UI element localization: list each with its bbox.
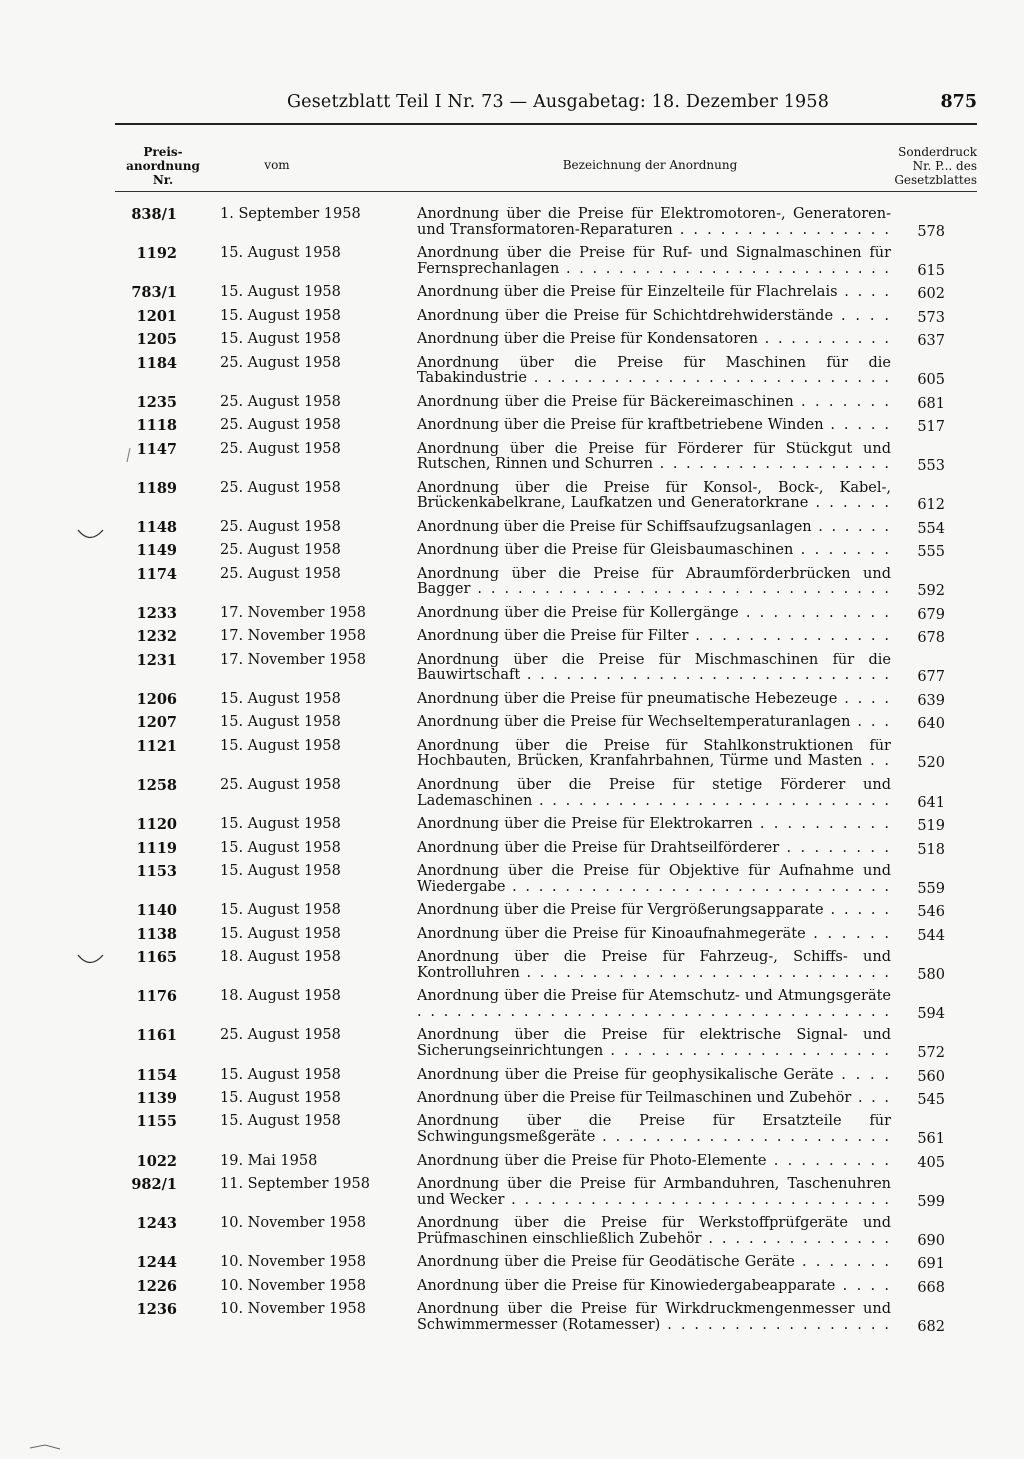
column-header-bezeichnung: Bezeichnung der Anordnung xyxy=(562,158,738,172)
entry-date: 15. August 1958 xyxy=(220,691,341,707)
entry-date: 15. August 1958 xyxy=(220,245,341,262)
entry-date: 10. November 1958 xyxy=(220,1215,366,1232)
entry-title xyxy=(417,864,891,895)
entry-title xyxy=(417,1154,891,1170)
entry-number: 1121 xyxy=(136,737,177,755)
entry-number: 1184 xyxy=(136,354,177,372)
entry-title-text: Anordnung über die Preise für Photo-Elemente xyxy=(417,1153,767,1169)
entry-title xyxy=(417,543,891,559)
entry-date: 25. August 1958 xyxy=(220,393,341,410)
leader-dots: . . . . . . . . . . . . . . . . . . . . . . . . . . . . . . . xyxy=(477,581,891,598)
leader-dots: . . . . . . xyxy=(815,495,891,512)
entry-title-text: Anordnung über die Preise für Armbanduhren, Taschenuhren und Wecker xyxy=(417,1177,891,1208)
entry-date: 15. August 1958 xyxy=(220,1113,341,1130)
entry-number: 1226 xyxy=(136,1277,177,1295)
entry-sonderdruck-number: 640 xyxy=(917,716,945,733)
entry-title-text: Anordnung über die Preise für Kinoaufnahmegeräte xyxy=(417,926,806,942)
entry-number: 783/1 xyxy=(131,284,177,302)
entry-title-text: Anordnung über die Preise für Abraumförderbrücken und Bagger xyxy=(417,566,891,598)
entry-number: 1231 xyxy=(136,651,177,669)
header-title: Gesetzblatt Teil I Nr. 73 — Ausgabetag: 18. Dezember 1958 xyxy=(287,92,830,112)
leader-dots: . . . . . . . . . . . . . . . . . . . . . . . . . . . xyxy=(539,792,891,809)
entry-title xyxy=(417,1255,891,1271)
entry-date: 25. August 1958 xyxy=(220,354,341,371)
entry-sonderdruck-number: 641 xyxy=(917,794,945,811)
entry-sonderdruck-number: 560 xyxy=(917,1068,945,1085)
entry-date: 1. September 1958 xyxy=(220,206,361,222)
entry-title-text: Anordnung über die Preise für Fahrzeug-, Schiffs- und Kontrolluhren xyxy=(417,950,891,981)
entry-title xyxy=(417,1177,891,1208)
entry-sonderdruck-number: 592 xyxy=(917,583,945,600)
entry-sonderdruck-number: 555 xyxy=(917,544,945,561)
entry-sonderdruck-number: 612 xyxy=(917,497,945,514)
entry-sonderdruck-number: 678 xyxy=(917,630,945,647)
entry-title-text: Anordnung über die Preise für Kollergänge xyxy=(417,606,739,621)
entry-sonderdruck-number: 520 xyxy=(917,755,945,772)
entry-date: 15. August 1958 xyxy=(220,816,341,833)
entry-date: 10. November 1958 xyxy=(220,1254,366,1271)
entry-sonderdruck-number: 546 xyxy=(917,904,945,921)
entry-number: 1205 xyxy=(136,331,177,349)
entry-title-text: Anordnung über die Preise für stetige Förderer und Lademaschinen xyxy=(417,778,891,809)
entry-number: 982/1 xyxy=(131,1176,177,1193)
entry-date: 15. August 1958 xyxy=(220,839,341,856)
entry-number: 1119 xyxy=(136,839,177,857)
entry-sonderdruck-number: 559 xyxy=(917,880,945,897)
leader-dots: . . . . . . . . . . . xyxy=(745,606,891,621)
leader-dots: . . . . . . . xyxy=(801,394,891,410)
entry-date: 25. August 1958 xyxy=(220,519,341,535)
leader-dots: . . . . . . . . . . . . . . . . . . . . . . . . . . . xyxy=(533,370,891,387)
entry-date: 11. September 1958 xyxy=(220,1176,370,1192)
entry-title xyxy=(417,715,891,731)
entry-sonderdruck-number: 639 xyxy=(917,693,945,709)
entry-sonderdruck-number: 602 xyxy=(917,286,945,303)
entry-title-text: Anordnung über die Preise für Förderer für Stückgut und Rutschen, Rinnen und Schurren xyxy=(417,441,891,473)
leader-dots: . . . xyxy=(857,715,891,731)
entry-title-text: Anordnung über die Preise für Mischmaschinen für die Bauwirtschaft xyxy=(417,652,891,684)
entry-title xyxy=(417,1068,891,1084)
entry-title-text: Anordnung über die Preise für Objektive für Aufnahme und Wiedergabe xyxy=(417,864,891,895)
leader-dots: . . . . . . xyxy=(818,520,891,535)
leader-dots: . . . . . . . xyxy=(802,1255,891,1271)
entry-title-text: Anordnung über die Preise für Kinowiedergabeapparate xyxy=(417,1278,836,1294)
column-header-nr-text: Preis- anordnung Nr. xyxy=(126,145,200,187)
entry-number: 1155 xyxy=(136,1113,177,1131)
leader-dots: . . . . . . . . . . . . . . . . . . . . . . . . . . . . xyxy=(526,667,891,684)
entry-date: 25. August 1958 xyxy=(220,417,341,434)
entry-title xyxy=(417,246,891,277)
entry-title-text: Anordnung über die Preise für Wechseltemperaturanlagen xyxy=(417,715,851,731)
entry-title-text: Anordnung über die Preise für Einzelteile für Flachrelais xyxy=(417,285,838,301)
entry-date: 25. August 1958 xyxy=(220,542,341,559)
entry-sonderdruck-number: 615 xyxy=(917,262,945,279)
entry-date: 18. August 1958 xyxy=(220,949,341,965)
leader-dots: . . . . . . . . . . xyxy=(759,817,891,833)
entry-title xyxy=(417,1091,891,1107)
entry-date: 17. November 1958 xyxy=(220,628,366,645)
entry-date: 15. August 1958 xyxy=(220,307,341,324)
entry-title xyxy=(417,481,891,512)
leader-dots: . . . . . . . . . . . . . . . . . . . . . . . . . . . . . xyxy=(511,1191,891,1208)
entry-sonderdruck-number: 544 xyxy=(917,927,945,944)
entry-title xyxy=(417,1114,891,1145)
entry-date: 25. August 1958 xyxy=(220,479,341,496)
leader-dots: . . . . . . . . . xyxy=(773,1153,891,1169)
entry-title xyxy=(417,927,891,943)
entry-date: 18. August 1958 xyxy=(220,988,341,1005)
entry-title xyxy=(417,989,891,1020)
entry-number: 1140 xyxy=(136,902,177,920)
entry-title xyxy=(417,817,891,833)
entry-title-text: Anordnung über die Preise für Elektrokarren xyxy=(417,817,753,833)
entry-date: 25. August 1958 xyxy=(220,440,341,457)
entry-title-text: Anordnung über die Preise für Ruf- und Signalmaschinen für Fernsprechanlagen xyxy=(417,246,891,277)
entry-sonderdruck-number: 553 xyxy=(917,458,945,475)
entry-number: 838/1 xyxy=(131,206,177,223)
entry-title-text: Anordnung über die Preise für Stahlkonstruktionen für Hochbauten, Brücken, Kranfahrbahnen, Türme und Masten xyxy=(417,738,891,770)
leader-dots: . . . . xyxy=(841,1067,891,1083)
entry-sonderdruck-number: 679 xyxy=(917,607,945,623)
entry-title-text: Anordnung über die Preise für Schichtdrehwiderstände xyxy=(417,308,834,324)
entry-title-text: Anordnung über die Preise für Konsol-, Bock-, Kabel-, Brückenkabelkrane, Laufkatzen und Generatorkrane xyxy=(417,480,891,512)
leader-dots: . . . . xyxy=(844,692,891,707)
leader-dots: . . . . . . . . . . xyxy=(764,332,891,348)
entry-title-text: Anordnung über die Preise für elektrische Signal- und Sicherungseinrichtungen xyxy=(417,1028,891,1059)
entry-sonderdruck-number: 405 xyxy=(917,1154,945,1171)
entry-sonderdruck-number: 682 xyxy=(917,1318,945,1335)
entry-sonderdruck-number: 668 xyxy=(917,1279,945,1296)
entry-sonderdruck-number: 554 xyxy=(917,521,945,537)
entry-title xyxy=(417,207,891,238)
entry-title xyxy=(417,418,891,434)
column-header-vom: vom xyxy=(264,158,290,172)
entry-number: 1235 xyxy=(136,393,177,411)
page-number: 875 xyxy=(940,92,977,112)
entry-title xyxy=(417,1216,891,1247)
entry-title-text: Anordnung über die Preise für Maschinen für die Tabakindustrie xyxy=(417,355,891,387)
leader-dots: . . . . . . . . . . . . . . . xyxy=(695,629,891,645)
entry-number: 1120 xyxy=(136,816,177,834)
entry-number: 1207 xyxy=(136,714,177,732)
entry-title xyxy=(417,356,891,387)
entry-title-text: Anordnung über die Preise für Schiffsaufzugsanlagen xyxy=(417,520,812,535)
leader-dots: . . . . . . xyxy=(813,926,891,942)
entry-number: 1232 xyxy=(136,628,177,646)
entry-title xyxy=(417,841,891,857)
leader-dots: . . . . . . . . . . . . . . . . . . xyxy=(659,456,891,473)
entry-number: 1153 xyxy=(136,863,177,880)
entry-sonderdruck-number: 561 xyxy=(917,1130,945,1147)
entry-date: 15. August 1958 xyxy=(220,902,341,919)
leader-dots: . . . . . . . . . . . . . . xyxy=(708,1230,891,1247)
leader-dots: . . . . . . . . . . . . . . . . . . . . . . xyxy=(602,1128,891,1145)
leader-dots: . . . . . . . . . . . . . . . . . . . . . . . . . . . . . xyxy=(512,878,891,895)
entry-date: 17. November 1958 xyxy=(220,651,366,668)
entry-date: 19. Mai 1958 xyxy=(220,1152,318,1169)
entry-title xyxy=(417,442,891,473)
entry-date: 17. November 1958 xyxy=(220,605,366,621)
leader-dots: . . . . . . . . . . . . . . . . . . . . . . . . . . . . . . . . . . . . xyxy=(417,1003,891,1020)
entry-number: 1233 xyxy=(136,605,177,622)
entry-sonderdruck-number: 594 xyxy=(917,1005,945,1022)
entry-number: 1206 xyxy=(136,691,177,708)
entry-title xyxy=(417,332,891,348)
entry-title xyxy=(417,1302,891,1333)
entry-sonderdruck-number: 681 xyxy=(917,395,945,412)
entry-title-text: Anordnung über die Preise für kraftbetriebene Winden xyxy=(417,418,824,434)
entry-title xyxy=(417,950,891,981)
entry-sonderdruck-number: 605 xyxy=(917,372,945,389)
leader-dots: . . . . . . . . . . . . . . . . . . . . . . . . . . . . xyxy=(526,964,891,981)
entry-title-text: Anordnung über die Preise für Elektromotoren-, Generatoren- und Transformatoren-Reparaturen xyxy=(417,207,891,238)
entry-title-text: Anordnung über die Preise für Gleisbaumaschinen xyxy=(417,543,794,559)
entry-title xyxy=(417,629,891,645)
leader-dots: . . . xyxy=(857,1091,891,1106)
entry-date: 15. August 1958 xyxy=(220,737,341,754)
entry-number: 1022 xyxy=(136,1152,177,1170)
entry-date: 10. November 1958 xyxy=(220,1277,366,1294)
entry-sonderdruck-number: 690 xyxy=(917,1232,945,1249)
leader-dots: . . . . . . . . xyxy=(786,840,891,856)
entry-title xyxy=(417,739,891,770)
entry-number: 1176 xyxy=(136,988,177,1006)
leader-dots: . . . . . . . . . . . . . . . . . . . . . xyxy=(610,1042,891,1059)
entry-sonderdruck-number: 677 xyxy=(917,669,945,686)
entry-sonderdruck-number: 599 xyxy=(917,1193,945,1210)
entry-number: 1201 xyxy=(136,307,177,325)
leader-dots: . . . . . . . xyxy=(800,543,891,559)
entry-date: 15. August 1958 xyxy=(220,714,341,731)
entry-title xyxy=(417,285,891,301)
entry-title-text: Anordnung über die Preise für Vergrößerungsapparate xyxy=(417,903,824,919)
entry-number: 1174 xyxy=(136,565,177,583)
entry-title-text: Anordnung über die Preise für Ersatzteile für Schwingungsmeßgeräte xyxy=(417,1114,891,1145)
entry-sonderdruck-number: 519 xyxy=(917,818,945,835)
leader-dots: . . . . . . . . . . . . . . . . . xyxy=(667,1316,891,1333)
entry-number: 1258 xyxy=(136,777,177,794)
entry-title-text: Anordnung über die Preise für Bäckereimaschinen xyxy=(417,394,794,410)
entry-sonderdruck-number: 637 xyxy=(917,333,945,350)
entry-title xyxy=(417,567,891,598)
entry-date: 25. August 1958 xyxy=(220,565,341,582)
entry-number: 1243 xyxy=(136,1215,177,1233)
entry-title xyxy=(417,692,891,708)
entry-title xyxy=(417,606,891,622)
entry-number: 1161 xyxy=(136,1027,177,1045)
entry-number: 1138 xyxy=(136,925,177,943)
entry-title xyxy=(417,653,891,684)
entry-title-text: Anordnung über die Preise für Wirkdruckmengenmesser und Schwimmermesser (Rotamesser) xyxy=(417,1302,891,1333)
entry-sonderdruck-number: 573 xyxy=(917,309,945,326)
entry-title-text: Anordnung über die Preise für pneumatische Hebezeuge xyxy=(417,692,838,707)
entry-title-text: Anordnung über die Preise für Atemschutz- und Atmungsgeräte xyxy=(417,989,891,1005)
entry-number: 1165 xyxy=(136,949,177,966)
entry-title xyxy=(417,520,891,536)
leader-dots: . . . . . . . . . . . . . . . . xyxy=(679,221,891,238)
entry-title-text: Anordnung über die Preise für Drahtseilförderer xyxy=(417,840,780,856)
entry-number: 1147 xyxy=(136,440,177,458)
entry-title xyxy=(417,309,891,325)
leader-dots: . . . . . xyxy=(830,903,891,919)
entry-sonderdruck-number: 517 xyxy=(917,419,945,436)
entry-title-text: Anordnung über die Preise für Geodätische Geräte xyxy=(417,1255,795,1271)
leader-dots: . . . . xyxy=(844,285,891,301)
entry-title xyxy=(417,903,891,919)
entry-sonderdruck-number: 518 xyxy=(917,841,945,858)
leader-dots: . . . . . . . . . . . . . . . . . . . . . . . . . xyxy=(565,260,891,277)
entry-number: 1236 xyxy=(136,1301,177,1319)
entry-date: 25. August 1958 xyxy=(220,1027,341,1044)
entry-number: 1149 xyxy=(136,542,177,560)
entry-date: 15. August 1958 xyxy=(220,331,341,348)
entry-sonderdruck-number: 545 xyxy=(917,1092,945,1108)
entry-date: 15. August 1958 xyxy=(220,863,341,879)
entry-title xyxy=(417,1028,891,1059)
leader-dots: . . xyxy=(870,753,891,770)
entry-number: 1192 xyxy=(136,245,177,263)
entry-sonderdruck-number: 578 xyxy=(917,223,945,240)
entry-sonderdruck-number: 580 xyxy=(917,966,945,983)
entry-sonderdruck-number: 691 xyxy=(917,1256,945,1273)
entry-title-text: Anordnung über die Preise für Kondensatoren xyxy=(417,332,758,348)
entry-number: 1154 xyxy=(136,1066,177,1084)
leader-dots: . . . . . xyxy=(830,418,891,434)
entry-date: 15. August 1958 xyxy=(220,1090,341,1106)
entry-date: 25. August 1958 xyxy=(220,777,341,793)
leader-dots: . . . . xyxy=(842,1278,891,1294)
entry-date: 15. August 1958 xyxy=(220,1066,341,1083)
entry-title-text: Anordnung über die Preise für Teilmaschinen und Zubehör xyxy=(417,1091,852,1106)
entry-title-text: Anordnung über die Preise für Werkstoffprüfgeräte und Prüfmaschinen einschließlich Zubehör xyxy=(417,1216,891,1247)
entry-title xyxy=(417,778,891,809)
entry-sonderdruck-number: 572 xyxy=(917,1044,945,1061)
column-header-sonderdruck-text: Sonderdruck Nr. P... des Gesetzblattes xyxy=(894,145,977,187)
entry-date: 15. August 1958 xyxy=(220,925,341,942)
entry-number: 1244 xyxy=(136,1254,177,1272)
entry-title xyxy=(417,395,891,411)
leader-dots: . . . . xyxy=(840,308,891,324)
entry-number: 1118 xyxy=(136,417,177,435)
entry-title-text: Anordnung über die Preise für geophysikalische Geräte xyxy=(417,1067,834,1083)
entry-title xyxy=(417,1279,891,1295)
entry-date: 10. November 1958 xyxy=(220,1301,366,1318)
entry-number: 1189 xyxy=(136,479,177,497)
entry-number: 1148 xyxy=(136,519,177,536)
entry-number: 1139 xyxy=(136,1090,177,1107)
entry-title-text: Anordnung über die Preise für Filter xyxy=(417,629,689,645)
entry-date: 15. August 1958 xyxy=(220,284,341,301)
